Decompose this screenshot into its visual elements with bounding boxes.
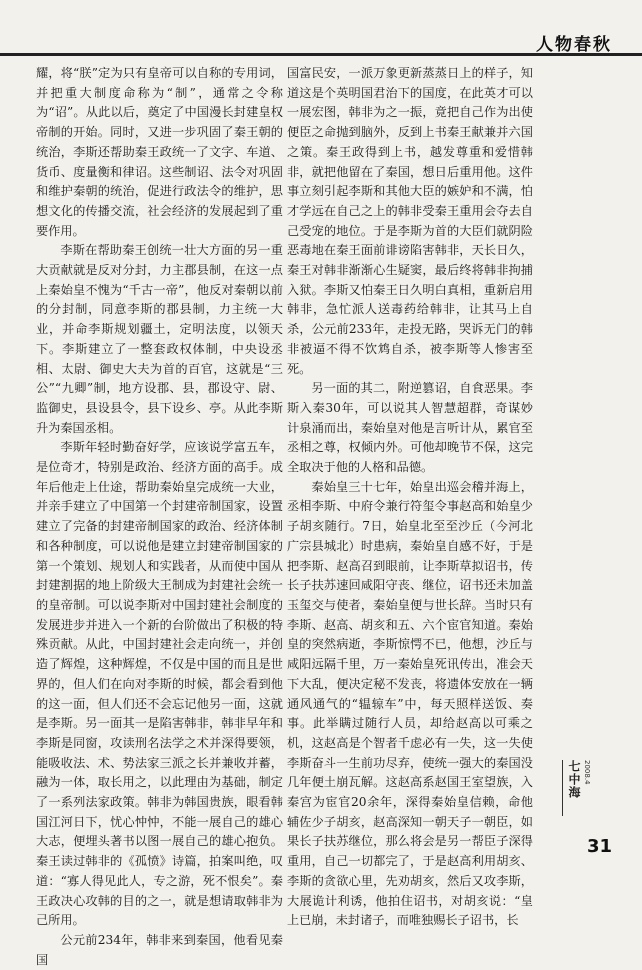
paragraph: 耀，将“朕”定为只有皇帝可以自称的专用词，并把重大制度命称为“制”，通常之令称为“诏”。从此以后，奠定了中国漫长封建皇权帝制的开始。同时，又进一步巩固了秦王朝的统治，李斯还帮助秦王政统一了文字、车道、货币、度量衡和律诏。这些制诏、法令对巩固和维护秦朝的统治，促进行政法令的维护，思想文化的传播交流，社会经济的发展起到了重要作用。 (36, 66, 283, 238)
section-title: 人物春秋 (536, 35, 612, 55)
right-column (287, 64, 533, 931)
magazine-side-tag: 七中海 (562, 760, 583, 816)
paragraph: 李斯在帮助秦王创统一壮大方面的另一重大贡献就是反对分封，力主郡县制，在这一点上秦始皇不愧为“千古一帝”，他反对秦朝以前的分封制，同意李斯的郡县制，力主统一大业，并命李斯规划疆土，定明法度，以领天下。李斯建立了一整套政权体制，中央设丞相、太尉、御史大夫为首的百官，这就是“三公”“九卿”制，地方设郡、县，郡设守、尉、监御史，县设县令，县下设乡、亭。从此李斯升为秦国丞相。 (36, 243, 283, 435)
paragraph: 另一面的其二，附逆篡诏，自食恶果。李斯入秦30年，可以说其人智慧超群，奇谋妙计泉涌而出，秦始皇对他是言听计从，累官至丞相之尊，权倾内外。可他却晚节不保，这完全取决于他的人格和品德。 (287, 381, 533, 475)
issue-number: 2008.4 (583, 760, 591, 785)
paragraph: 秦始皇三十七年，始皇出巡会稽并海上，丞相李斯、中府令兼行符玺令事赵高和始皇少子胡亥随行。7日，始皇北至至沙丘（今河北广宗县城北）时患病，秦始皇自感不好，于是把李斯、赵高召到眼前，让李斯草拟诏书，传长子扶苏速回咸阳守丧、继位，诏书还未加盖玉玺交与使者，秦始皇便与世长辞。当时只有李斯、赵高、胡亥和五、六个宦官知道。秦始皇的突然病逝，李斯惊愕不已，他想，沙丘与咸阳远隔千里，万一秦始皇死讯传出，准会天下大乱，便决定秘不发丧，将遗体安放在一辆通风通气的“辒辌车”中，每天照样送饭、奏事。此举瞒过随行人员，却给赵高以可乘之机，这赵高是个智者千虑必有一失，这一失使李斯奋斗一生前功尽弃，使统一强大的秦国没几年便土崩瓦解。这赵高系赵国王室望族，入秦宫为宦官20余年，深得秦始皇信赖，命他辅佐少子胡亥，赵高深知一朝天子一朝臣，如果长子扶苏继位，那么将会是另一帮臣子深得重用，自己一切都完了，于是赵高利用胡亥、李斯的贪欲心里，先劝胡亥，然后又攻李斯，大展诡计利诱，他拍住诏书，对胡亥说：“皇上已崩，未封诸子，而唯独赐长子诏书，长 (287, 479, 533, 928)
paragraph: 李斯年轻时勤奋好学，应该说学富五车，是位奇才，特别是政治、经济方面的高手。成年后他走上仕途，帮助秦始皇完成统一大业，并亲手建立了中国第一个封建帝制国家，设置建立了完备的封建帝制国家的政治、经济体制和各种制度，可以说他是建立封建帝制国家的第一个策划、规划人和实践者，从而使中国从封建割据的地上阶级大王制成为封建社会统一的皇帝制。可以说李斯对中国封建社会制度的发展进步并进入一个新的台阶做出了积极的特殊贡献。从此，中国封建社会走向统一，并创造了辉煌，这种辉煌，不仅是中国的而且是世界的，但人们在向对李斯的时候，都会看到他的这一面，但人们还不会忘记他另一面，这就是李斯。另一面其一是陷害韩非，韩非早年和李斯是同窗，攻读刑名法学之术并深得要领，能吸收法、术、势法家三派之长并兼收并蓄，融为一体，取长用之，以此理由为基础，制定了一系列法家政策。韩非为韩国贵族，眼看韩国江河日下，忧心忡忡，不能一展自己的雄心大志，便埋头著书以图一展自己的雄心抱负。秦王读过韩非的《孤愤》诗篇，拍案叫绝，叹道：“寡人得见此人，专之游，死不恨矣”。秦王政决心攻韩的目的之一，就是想请取韩非为己所用。 (36, 440, 283, 928)
page-number: 31 (586, 836, 612, 857)
paragraph: 公元前234年，韩非来到秦国，他看见秦国 (36, 932, 283, 967)
left-column (36, 64, 283, 970)
paragraph: 国富民安，一派万象更新蒸蒸日上的样子，知道这是个英明国君治下的国度，在此英才可以一展宏图，韩非为之一振，竟把自己作为出使便臣之命抛到脑外，反到上书秦王献兼并六国之策。秦王政得到上书，越发尊重和爱惜韩非，就把他留在了秦国，想日后重用他。这件事立刻引起李斯和其他大臣的嫉妒和不满，怕才学远在自己之上的韩非受秦王重用会夺去自己受宠的地位。于是李斯为首的大臣们就阴险恶毒地在秦王面前诽谤陷害韩非，天长日久，秦王对韩非渐渐心生疑窦，最后终将韩非拘捕入狱。李斯又怕秦王日久明白真相，重新启用韩非，急忙派人送毒药给韩非，让其马上自杀，公元前233年，走投无路，哭诉无门的韩非被逼不得不饮鸩自杀，被李斯等人惨害至死。 (287, 66, 533, 376)
